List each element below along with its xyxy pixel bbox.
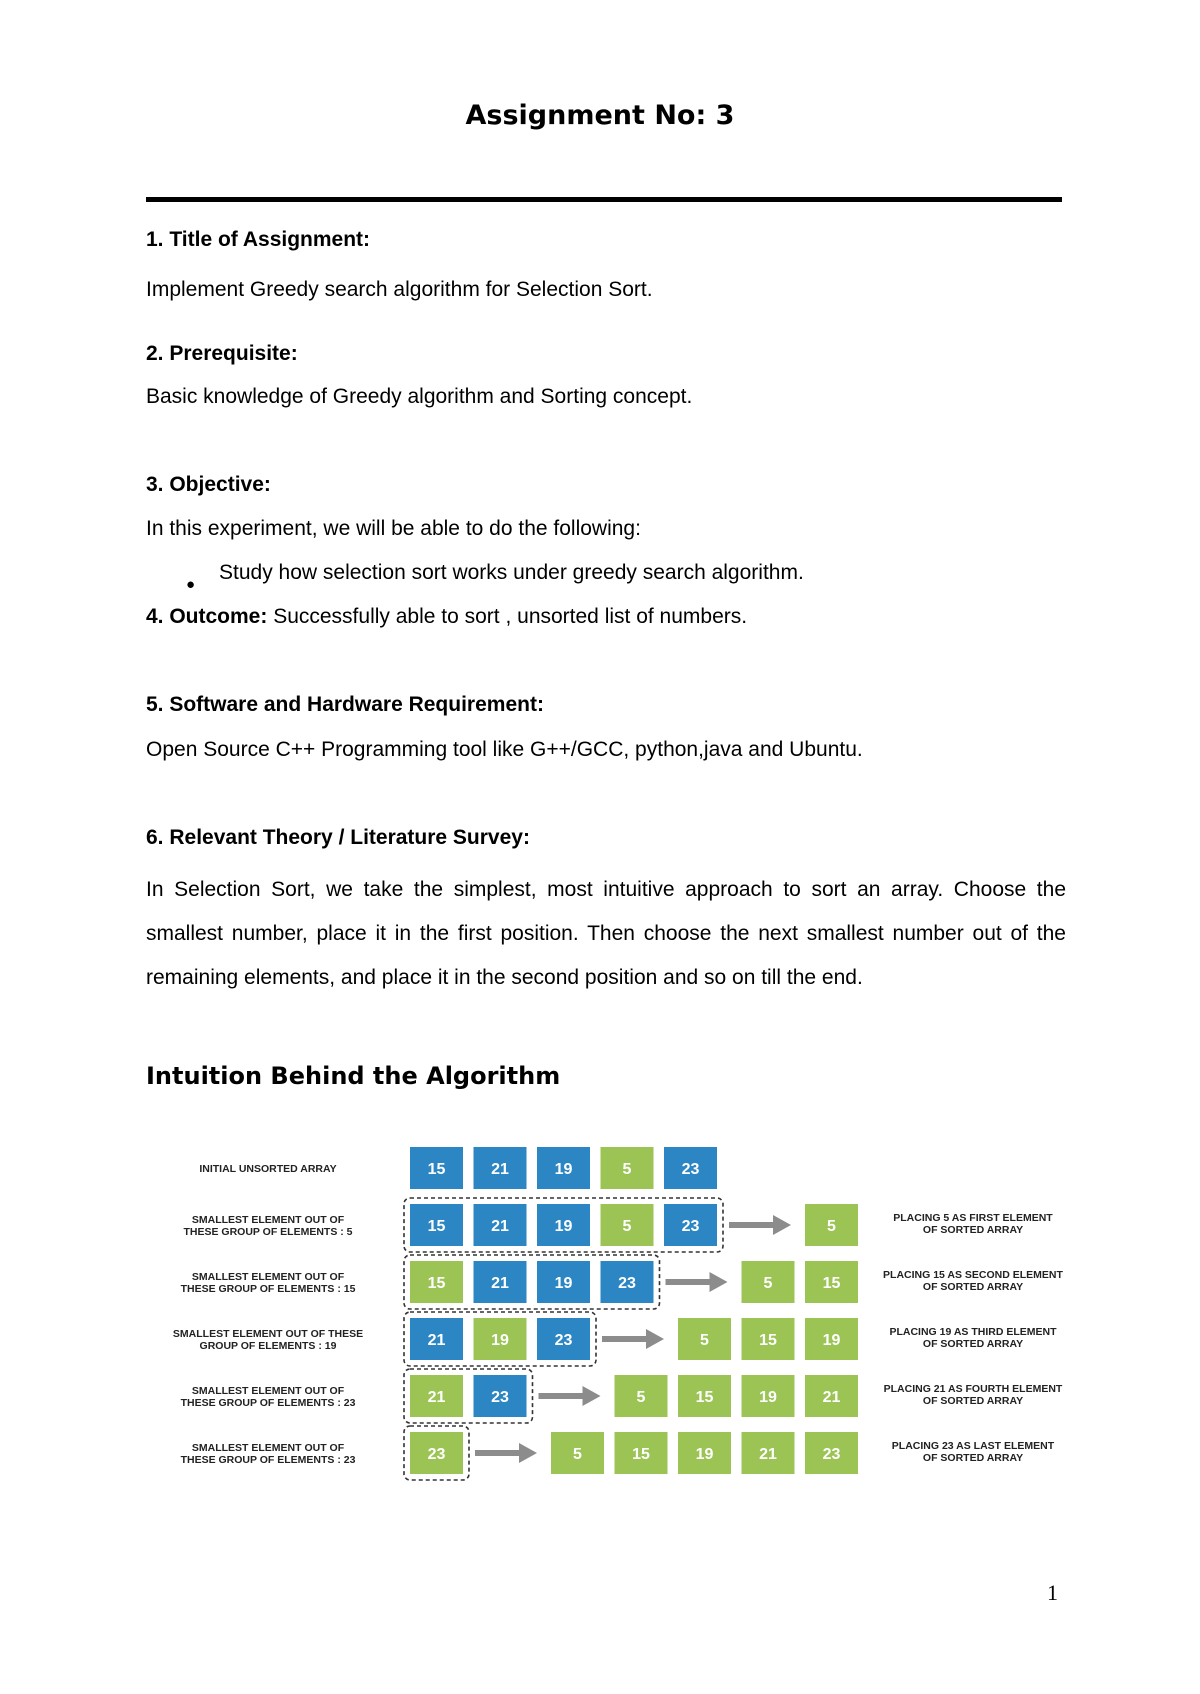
unsorted-cell-label: 15: [427, 1218, 446, 1235]
row-right-label: OF SORTED ARRAY: [922, 1452, 1024, 1464]
min-cell-label: 15: [427, 1275, 446, 1292]
row-right-label: PLACING 21 AS FOURTH ELEMENT: [883, 1383, 1063, 1395]
section-2-body: Basic knowledge of Greedy algorithm and Sorting concept.: [146, 385, 693, 408]
unsorted-cell-label: 19: [554, 1275, 573, 1292]
row-right-label: OF SORTED ARRAY: [922, 1395, 1024, 1407]
arrow-shaft: [729, 1222, 773, 1228]
row-left-label: INITIAL UNSORTED ARRAY: [199, 1163, 337, 1175]
arrow-shaft: [666, 1279, 710, 1285]
unsorted-cell-label: 23: [681, 1161, 700, 1178]
section-4-heading: 4. Outcome:: [146, 605, 268, 628]
row-left-label: THESE GROUP OF ELEMENTS : 15: [180, 1283, 356, 1295]
row-left-label: GROUP OF ELEMENTS : 19: [199, 1340, 337, 1352]
section-3-heading: 3. Objective:: [146, 473, 271, 496]
unsorted-cell-label: 23: [681, 1218, 700, 1235]
section-5-heading: 5. Software and Hardware Requirement:: [146, 693, 544, 716]
min-cell-label: 21: [427, 1389, 446, 1406]
sorted-cell-label: 15: [822, 1275, 841, 1292]
sorted-cell-label: 15: [632, 1446, 650, 1463]
sorted-cell-label: 5: [636, 1389, 646, 1406]
row-left-label: SMALLEST ELEMENT OUT OF: [191, 1271, 345, 1283]
sorted-cell-label: 5: [700, 1332, 709, 1349]
min-cell-label: 23: [427, 1446, 446, 1463]
intuition-heading: Intuition Behind the Algorithm: [146, 1062, 561, 1090]
row-left-label: SMALLEST ELEMENT OUT OF: [191, 1214, 345, 1226]
min-cell-label: 5: [622, 1161, 632, 1178]
sorted-cell-label: 15: [759, 1332, 777, 1349]
section-4-line: [146, 603, 747, 631]
sorted-cell-label: 19: [759, 1389, 777, 1406]
sorted-cell-label: 15: [695, 1389, 714, 1406]
min-cell-label: 19: [491, 1332, 509, 1349]
section-3-body: In this experiment, we will be able to do the following:: [146, 517, 641, 540]
unsorted-cell-label: 15: [427, 1161, 446, 1178]
row-right-label: OF SORTED ARRAY: [922, 1281, 1024, 1293]
unsorted-cell-label: 21: [427, 1332, 446, 1349]
row-left-label: THESE GROUP OF ELEMENTS : 5: [183, 1226, 353, 1238]
row-left-label: SMALLEST ELEMENT OUT OF THESE: [172, 1328, 364, 1340]
sorted-cell-label: 5: [573, 1446, 582, 1463]
bullet-icon: ●: [186, 576, 196, 593]
row-right-label: PLACING 5 AS FIRST ELEMENT: [893, 1212, 1053, 1224]
row-right-label: OF SORTED ARRAY: [922, 1224, 1024, 1236]
title-divider: [146, 197, 1062, 202]
sorted-cell-label: 19: [822, 1332, 841, 1349]
arrow-shaft: [539, 1393, 583, 1399]
section-1-body: Implement Greedy search algorithm for Selection Sort.: [146, 278, 653, 301]
arrow-head: [710, 1272, 728, 1292]
arrow-head: [583, 1386, 601, 1406]
unsorted-cell-label: 23: [491, 1389, 509, 1406]
sorted-cell-label: 21: [822, 1389, 841, 1406]
row-right-label: OF SORTED ARRAY: [922, 1338, 1024, 1350]
arrow-head: [519, 1443, 537, 1463]
arrow-shaft: [475, 1450, 519, 1456]
selection-sort-diagram: [0, 1130, 1200, 1500]
unsorted-cell-label: 23: [554, 1332, 573, 1349]
sorted-cell-label: 23: [822, 1446, 841, 1463]
sorted-cell-label: 5: [763, 1275, 773, 1292]
unsorted-cell-label: 21: [491, 1218, 509, 1235]
section-6-heading: 6. Relevant Theory / Literature Survey:: [146, 826, 530, 849]
section-2-heading: 2. Prerequisite:: [146, 342, 298, 365]
row-right-label: PLACING 23 AS LAST ELEMENT: [891, 1440, 1055, 1452]
row-left-label: SMALLEST ELEMENT OUT OF: [191, 1442, 345, 1454]
unsorted-cell-label: 21: [491, 1161, 509, 1178]
sorted-cell-label: 19: [695, 1446, 714, 1463]
min-cell-label: 5: [622, 1218, 632, 1235]
section-6-body: In Selection Sort, we take the simplest, most intuitive approach to sort an array. Choose the smallest number, place it in the first position. Then choose the next smallest number out of the remaining elements, and place it in the second position and so on till the end.: [146, 878, 1066, 989]
sorted-cell-label: 5: [827, 1218, 836, 1235]
section-5-body: Open Source C++ Programming tool like G++/GCC, python,java and Ubuntu.: [146, 738, 863, 761]
section-3-bullet-text: Study how selection sort works under greedy search algorithm.: [219, 561, 804, 584]
sorted-cell-label: 21: [759, 1446, 777, 1463]
section-4-body: Successfully able to sort , unsorted list of numbers.: [267, 605, 748, 628]
row-right-label: PLACING 15 AS SECOND ELEMENT: [883, 1269, 1063, 1281]
row-left-label: THESE GROUP OF ELEMENTS : 23: [180, 1454, 356, 1466]
unsorted-cell-label: 19: [554, 1161, 573, 1178]
unsorted-cell-label: 19: [554, 1218, 573, 1235]
arrow-head: [773, 1215, 791, 1235]
unsorted-cell-label: 21: [491, 1275, 509, 1292]
row-left-label: SMALLEST ELEMENT OUT OF: [191, 1385, 345, 1397]
page-title: Assignment No: 3: [465, 100, 735, 131]
arrow-head: [646, 1329, 664, 1349]
unsorted-cell-label: 23: [618, 1275, 636, 1292]
section-1-heading: 1. Title of Assignment:: [146, 228, 371, 251]
page-number: 1: [1047, 1580, 1058, 1605]
row-right-label: PLACING 19 AS THIRD ELEMENT: [889, 1326, 1057, 1338]
row-left-label: THESE GROUP OF ELEMENTS : 23: [180, 1397, 356, 1409]
arrow-shaft: [602, 1336, 646, 1342]
